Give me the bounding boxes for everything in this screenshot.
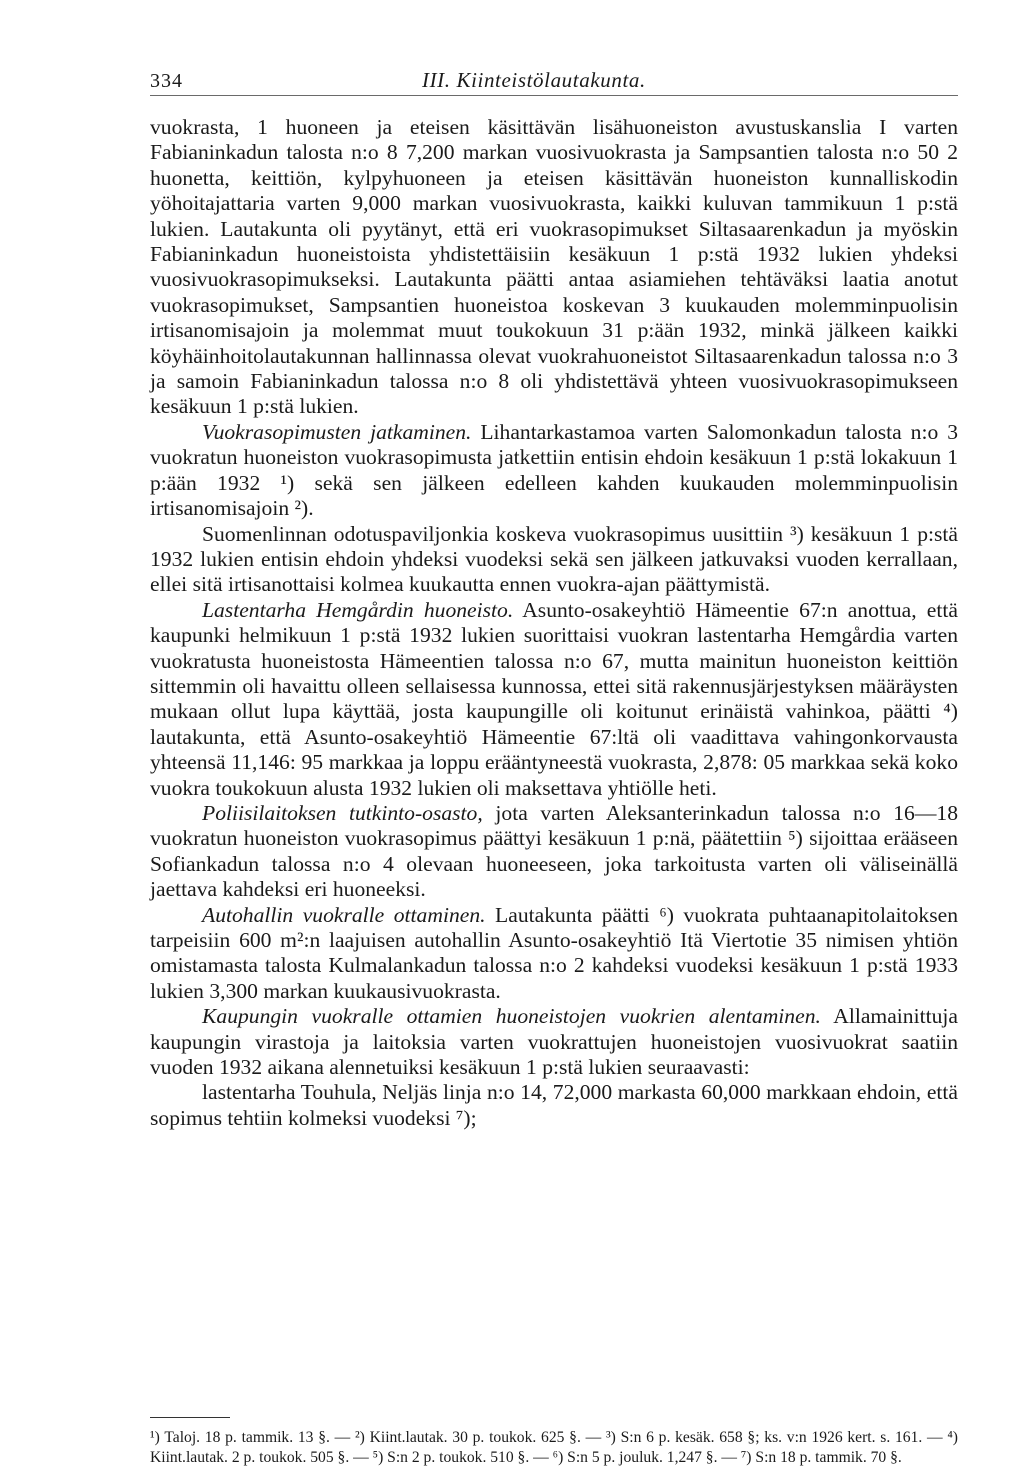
paragraph [150, 801, 958, 903]
paragraph [150, 598, 958, 801]
paragraph [150, 1080, 958, 1131]
paragraph-title: Vuokrasopimusten jatkaminen. [202, 419, 472, 444]
paragraph-title: Lastentarha Hemgårdin huoneisto. [202, 597, 514, 622]
paragraph-title: Poliisilaitoksen tutkinto-osasto, [202, 800, 483, 825]
body-text [150, 115, 958, 1131]
paragraph-text: jota varten Aleksanterinkadun talossa n:o 16—18 vuokratun huoneiston vuokrasopimus päättyi kesäkuun 1 p:nä, päätettiin ⁵) sijoittaa erääseen Sofiankadun talossa n:o 4 olevaan huoneeseen, joka tarkoitusta varten oli väliseinällä jaettava kahdeksi eri huoneeksi. [150, 800, 959, 902]
paragraph-title: Kaupungin vuokralle ottamien huoneistojen vuokrien alentaminen. [202, 1004, 821, 1029]
paragraph-text: Asunto-osakeyhtiö Hämeentie 67:n anottua, että kaupunki helmikuun 1 p:stä 1932 lukien suorittaisi vuokran lastentarha Hemgårdia varten vuokratusta huoneistosta Hämeentien talossa n:o 67, mutta mainitun huoneiston keittiön sittemmin oli havaittu olleen sellaisessa kunnossa, ettei sitä rakennusjärjestyksen määräysten mukaan ollut lupa käyttää, josta kaupungille oli koitunut erinäistä vahinkoa, päätti ⁴) lautakunta, että Asunto-osakeyhtiö Hämeentie 67:ltä oli vaadittava vahingonkorvausta yhteensä 11,146: 95 markkaa ja loppu erääntyneestä vuokrasta, 2,878: 05 markkaa sekä koko vuokra toukokuun alusta 1932 lukien oli maksettava yhtiölle heti. [150, 597, 958, 800]
paragraph [150, 115, 958, 420]
header-rule [150, 95, 958, 96]
paragraph-text: Lihantarkastamoa varten Salomonkadun talosta n:o 3 vuokratun huoneiston vuokrasopimusta jatkettiin entisin ehdoin kesäkuun 1 p:stä lokakuun 1 p:ään 1932 ¹) sekä sen jälkeen edelleen kahden kuukauden molemminpuolisin irtisanomisajoin ²). [150, 419, 958, 521]
paragraph [150, 420, 958, 522]
paragraph [150, 522, 958, 598]
page-header [150, 62, 958, 100]
footnotes: ¹) Taloj. 18 p. tammik. 13 §. — ²) Kiint.lautak. 30 p. toukok. 625 §. — ³) S:n 6 p. kesäk. 658 §; ks. v:n 1926 kert. s. 161. — ⁴) Kiint.lautak. 2 p. toukok. 505 §. — ⁵) S:n 2 p. toukok. 510 §. — ⁶) S:n 5 p. jouluk. 1,247 §. — ⁷) S:n 18 p. tammik. 70 §. [150, 1429, 958, 1466]
paragraph-text: Allamainittuja kaupungin virastoja ja laitoksia varten vuokrattujen huoneistojen vuosivuokrat saatiin vuoden 1932 aikana alennetuiksi kesäkuun 1 p:stä lukien seuraavasti: [150, 1004, 958, 1080]
page-number: 334 [150, 70, 183, 92]
running-head: III. Kiinteistölautakunta. [422, 68, 646, 92]
paragraph-text: Lautakunta päätti ⁶) vuokrata puhtaanapitolaitoksen tarpeisiin 600 m²:n laajuisen autohallin Asunto-osakeyhtiö Itä Viertotie 35 nimisen yhtiön omistamasta talosta Kulmalankadun talossa n:o 2 kahdeksi vuodeksi kesäkuun 1 p:stä 1933 lukien 3,300 markan kuukausivuokrasta. [150, 902, 958, 1003]
paragraph-title: Autohallin vuokralle ottaminen. [202, 902, 486, 927]
paragraph-text: vuokrasta, 1 huoneen ja eteisen käsittävän lisähuoneiston avustuskanslia I varten Fabianinkadun talosta n:o 8 7,200 markan vuosivuokrasta ja Sampsantien talosta n:o 50 2 huonetta, keittiön, kylpyhuoneen ja eteisen käsittävän huoneiston kunnalliskodin yöhoitajattaria varten 9,000 markan vuosivuokrasta, kaikki kuluvan tammikuun 1 p:stä lukien. Lautakunta oli pyytänyt, että eri vuokrasopimukset Siltasaarenkadun ja myöskin Fabianinkadun huoneistoista yhdistettäisiin kesäkuun 1 p:stä 1932 lukien yhdeksi vuosivuokrasopimukseksi. Lautakunta päätti antaa asiamiehen tehtäväksi laatia anotut vuokrasopimukset, Sampsantien huoneistoa koskevan 3 kuukauden molemminpuolisin irtisanomisajoin ja molemmat muut toukokuun 31 p:ään 1932, minkä jälkeen kaikki köyhäinhoitolautakunnan hallinnassa olevat vuokrahuoneistot Siltasaarenkadun talossa n:o 3 ja samoin Fabianinkadun talossa n:o 8 oli yhdistettävä yhteen vuosivuokrasopimukseen kesäkuun 1 p:stä lukien. [150, 115, 958, 419]
paragraph [150, 1004, 958, 1080]
footnote-rule [150, 1417, 230, 1418]
paragraph [150, 903, 958, 1005]
paragraph-text: lastentarha Touhula, Neljäs linja n:o 14, 72,000 markasta 60,000 markkaan ehdoin, että sopimus tehtiin kolmeksi vuodeksi ⁷); [150, 1080, 958, 1130]
paragraph-text: Suomenlinnan odotuspaviljonkia koskeva vuokrasopimus uusittiin ³) kesäkuun 1 p:stä 1932 lukien entisin ehdoin yhdeksi vuodeksi sekä sen jälkeen jatkuvaksi vuoden kerrallaan, ellei sitä irtisanottaisi kolmea kuukautta ennen vuokra-ajan päättymistä. [150, 521, 958, 597]
